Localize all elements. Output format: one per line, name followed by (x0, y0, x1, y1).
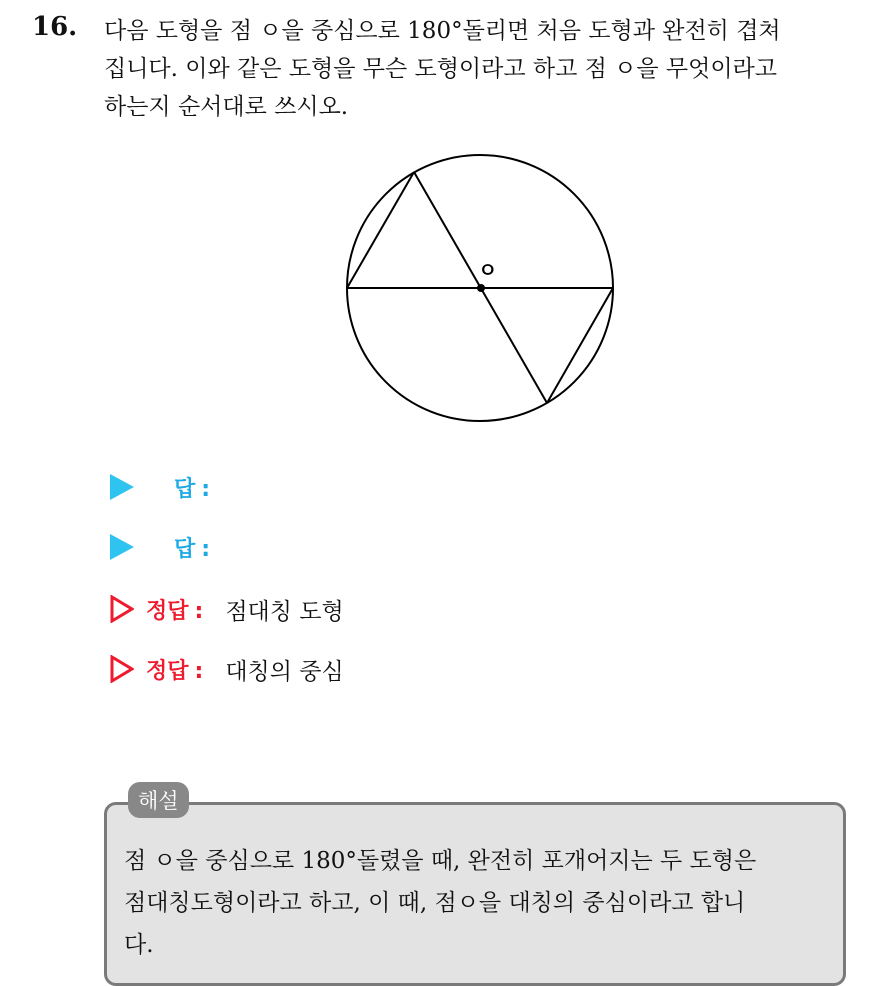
answer-label: 답 : (174, 536, 211, 562)
outline-triangle-icon (110, 595, 134, 623)
question-line-3: 하는지 순서대로 쓰시오. (104, 94, 349, 120)
correct-answer-label: 정답 : (146, 598, 204, 624)
point-symmetry-figure (330, 150, 630, 440)
outline-triangle-icon (110, 655, 134, 683)
question-line-1: 다음 도형을 점 ㅇ을 중심으로 180°돌리면 처음 도형과 완전히 겹쳐 (104, 18, 781, 44)
question-line-2: 집니다. 이와 같은 도형을 무슨 도형이라고 하고 점 ㅇ을 무엇이라고 (104, 56, 777, 82)
center-label: ㅇ (478, 258, 498, 282)
play-triangle-icon (110, 474, 134, 500)
explanation-line-3: 다. (124, 932, 154, 958)
question-text (104, 12, 864, 126)
explanation-line-2: 점대칭도형이라고 하고, 이 때, 점ㅇ을 대칭의 중심이라고 합니 (124, 890, 746, 916)
correct-answer-row-2 (110, 652, 344, 686)
correct-answer-row-1 (110, 592, 344, 626)
correct-answer-value: 점대칭 도형 (225, 598, 344, 625)
correct-answer-value: 대칭의 중심 (225, 658, 344, 685)
center-point (477, 284, 485, 292)
answer-row-1 (110, 470, 210, 504)
correct-answer-label: 정답 : (146, 658, 204, 684)
play-triangle-icon (110, 534, 134, 560)
explanation-text (124, 840, 824, 966)
explanation-tag: 해설 (128, 782, 189, 818)
question-number: 16. (32, 12, 78, 42)
figure-triangle-upper-left (347, 172, 414, 288)
answer-label: 답 : (174, 476, 211, 502)
answer-row-2 (110, 530, 210, 564)
explanation-line-1: 점 ㅇ을 중심으로 180°돌렸을 때, 완전히 포개어지는 두 도형은 (124, 848, 757, 874)
figure-triangle-lower-right (547, 288, 613, 403)
